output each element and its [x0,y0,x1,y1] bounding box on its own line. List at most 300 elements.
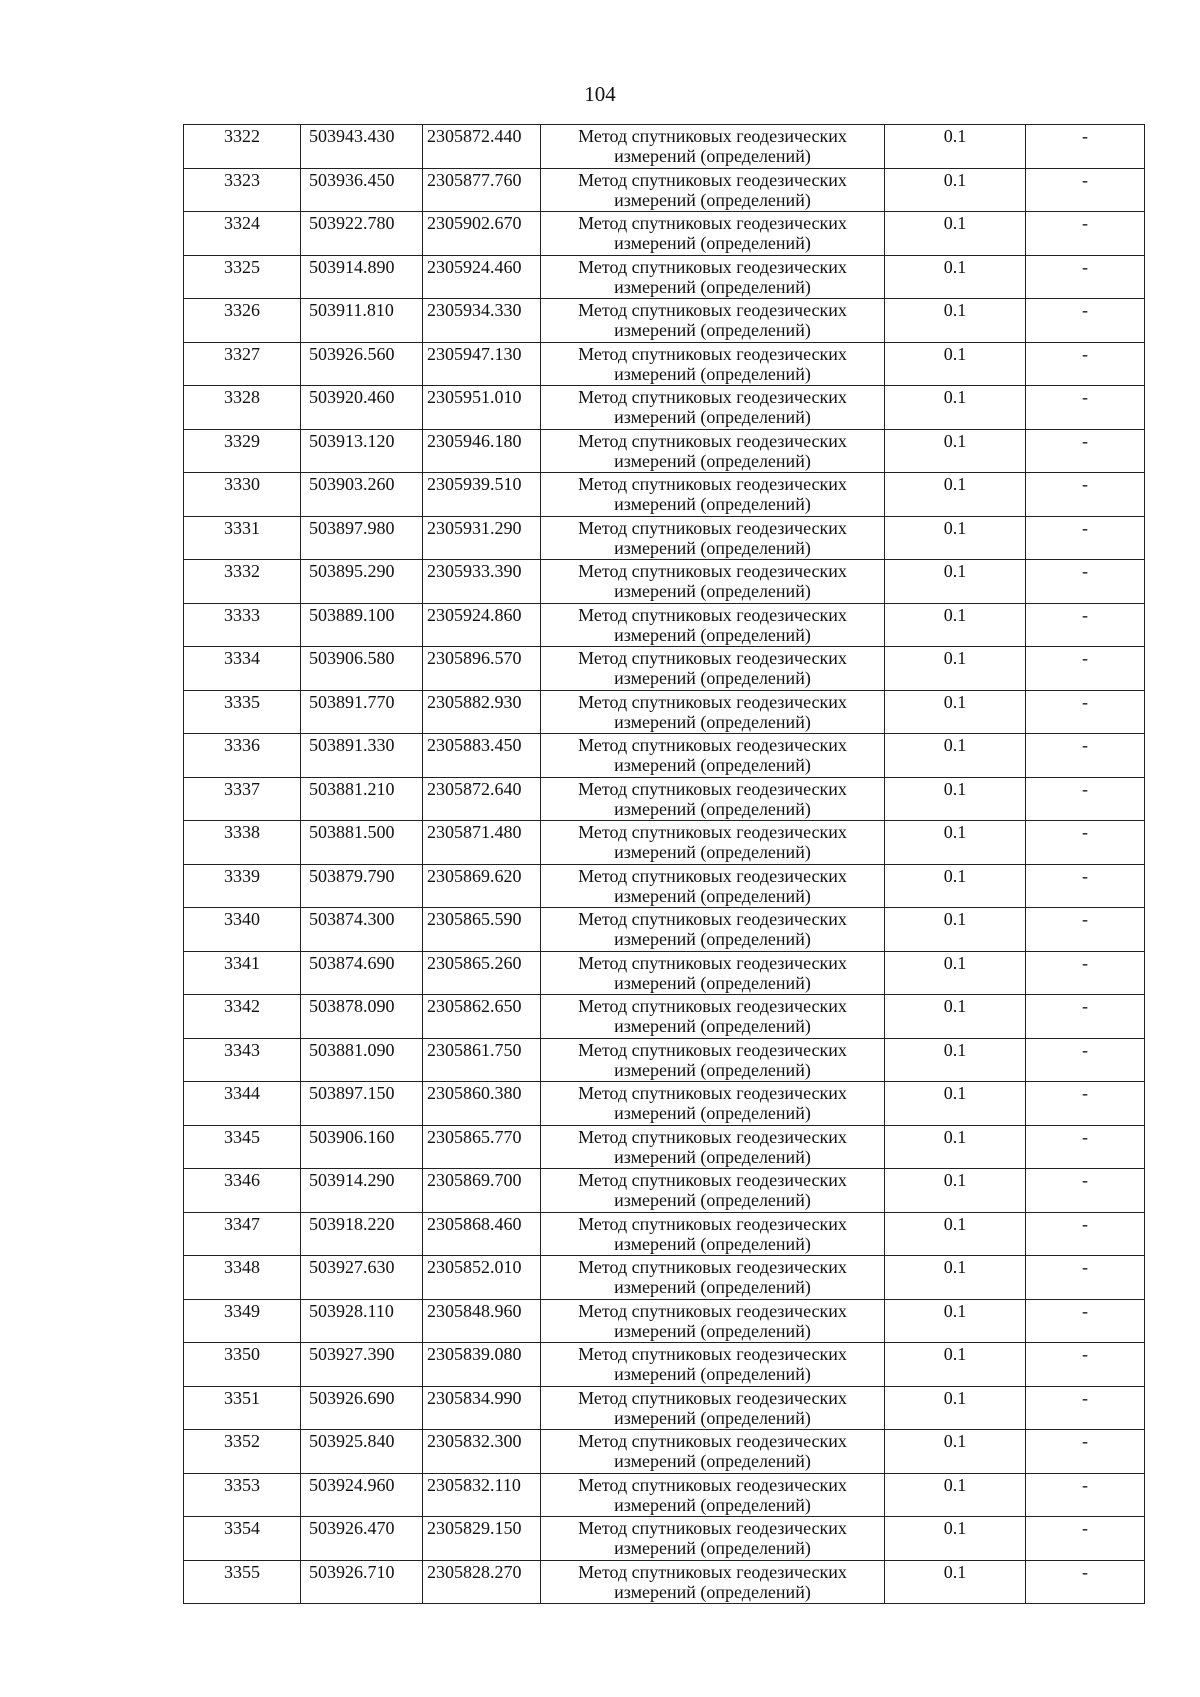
method-line-2: измерений (определений) [614,407,811,427]
method-cell [541,342,885,386]
note-cell: - [1026,864,1145,908]
method-line-1: Метод спутниковых геодезических [578,865,847,886]
accuracy-cell: 0.1 [885,386,1026,430]
accuracy-cell: 0.1 [885,1125,1026,1169]
method-cell [541,1082,885,1126]
method-line-2: измерений (определений) [614,1451,811,1471]
method-line-1: Метод спутниковых геодезических [578,778,847,799]
y-coordinate-cell: 2305861.750 [423,1038,541,1082]
note-cell: - [1026,1473,1145,1517]
y-coordinate-cell: 2305865.770 [423,1125,541,1169]
x-coordinate-cell: 503881.210 [301,777,423,821]
method-cell [541,1473,885,1517]
accuracy-cell: 0.1 [885,734,1026,778]
accuracy-cell: 0.1 [885,995,1026,1039]
table-row [184,1082,1145,1126]
method-cell [541,1125,885,1169]
method-line-1: Метод спутниковых геодезических [578,1213,847,1234]
x-coordinate-cell: 503881.090 [301,1038,423,1082]
accuracy-cell: 0.1 [885,1082,1026,1126]
method-line-1: Метод спутниковых геодезических [578,1474,847,1495]
note-cell: - [1026,1386,1145,1430]
method-cell [541,690,885,734]
method-line-2: измерений (определений) [614,1016,811,1036]
point-number-cell: 3350 [184,1343,301,1387]
method-line-1: Метод спутниковых геодезических [578,952,847,973]
y-coordinate-cell: 2305931.290 [423,516,541,560]
point-number-cell: 3330 [184,473,301,517]
method-line-2: измерений (определений) [614,363,811,384]
table-row [184,1386,1145,1430]
x-coordinate-cell: 503927.390 [301,1343,423,1387]
note-cell: - [1026,951,1145,995]
method-line-1: Метод спутниковых геодезических [578,691,847,712]
x-coordinate-cell: 503918.220 [301,1212,423,1256]
method-cell [541,299,885,343]
method-line-1: Метод спутниковых геодезических [578,996,847,1016]
method-line-2: измерений (определений) [614,581,811,601]
x-coordinate-cell: 503913.120 [301,429,423,473]
x-coordinate-cell: 503943.430 [301,125,423,169]
method-cell [541,864,885,908]
note-cell: - [1026,603,1145,647]
table-row [184,1038,1145,1082]
method-line-1: Метод спутниковых геодезических [578,213,847,233]
method-line-2: измерений (определений) [614,146,811,166]
x-coordinate-cell: 503926.470 [301,1517,423,1561]
y-coordinate-cell: 2305882.930 [423,690,541,734]
point-number-cell: 3335 [184,690,301,734]
method-line-2: измерений (определений) [614,1146,811,1167]
table-row [184,864,1145,908]
point-number-cell: 3342 [184,995,301,1039]
y-coordinate-cell: 2305934.330 [423,299,541,343]
method-cell [541,908,885,952]
table-row [184,603,1145,647]
y-coordinate-cell: 2305896.570 [423,647,541,691]
point-number-cell: 3329 [184,429,301,473]
table-row [184,342,1145,386]
point-number-cell: 3338 [184,821,301,865]
x-coordinate-cell: 503926.710 [301,1560,423,1604]
note-cell: - [1026,1299,1145,1343]
method-line-1: Метод спутниковых геодезических [578,1300,847,1321]
accuracy-cell: 0.1 [885,560,1026,604]
x-coordinate-cell: 503922.780 [301,212,423,256]
x-coordinate-cell: 503891.330 [301,734,423,778]
method-line-2: измерений (определений) [614,1538,811,1558]
table-row [184,1169,1145,1213]
method-line-1: Метод спутниковых геодезических [578,300,847,320]
method-cell [541,1343,885,1387]
accuracy-cell: 0.1 [885,647,1026,691]
table-row [184,908,1145,952]
accuracy-cell: 0.1 [885,690,1026,734]
method-line-2: измерений (определений) [614,1407,811,1428]
method-cell [541,1386,885,1430]
note-cell: - [1026,1343,1145,1387]
table-row [184,1343,1145,1387]
y-coordinate-cell: 2305946.180 [423,429,541,473]
accuracy-cell: 0.1 [885,342,1026,386]
x-coordinate-cell: 503879.790 [301,864,423,908]
y-coordinate-cell: 2305883.450 [423,734,541,778]
point-number-cell: 3343 [184,1038,301,1082]
y-coordinate-cell: 2305865.590 [423,908,541,952]
note-cell: - [1026,429,1145,473]
note-cell: - [1026,1169,1145,1213]
method-cell [541,603,885,647]
y-coordinate-cell: 2305924.860 [423,603,541,647]
method-line-2: измерений (определений) [614,1233,811,1254]
y-coordinate-cell: 2305834.990 [423,1386,541,1430]
y-coordinate-cell: 2305872.440 [423,125,541,169]
point-number-cell: 3340 [184,908,301,952]
x-coordinate-cell: 503903.260 [301,473,423,517]
x-coordinate-cell: 503906.160 [301,1125,423,1169]
method-cell [541,995,885,1039]
method-line-2: измерений (определений) [614,276,811,297]
method-line-1: Метод спутниковых геодезических [578,561,847,581]
note-cell: - [1026,734,1145,778]
x-coordinate-cell: 503906.580 [301,647,423,691]
accuracy-cell: 0.1 [885,1299,1026,1343]
note-cell: - [1026,473,1145,517]
method-line-2: измерений (определений) [614,1494,811,1515]
accuracy-cell: 0.1 [885,603,1026,647]
table-row [184,1473,1145,1517]
x-coordinate-cell: 503874.300 [301,908,423,952]
point-number-cell: 3345 [184,1125,301,1169]
note-cell: - [1026,690,1145,734]
method-line-2: измерений (определений) [614,755,811,775]
method-line-2: измерений (определений) [614,1320,811,1341]
accuracy-cell: 0.1 [885,1169,1026,1213]
note-cell: - [1026,1560,1145,1604]
point-number-cell: 3333 [184,603,301,647]
point-number-cell: 3355 [184,1560,301,1604]
y-coordinate-cell: 2305865.260 [423,951,541,995]
point-number-cell: 3351 [184,1386,301,1430]
y-coordinate-cell: 2305848.960 [423,1299,541,1343]
table-row [184,299,1145,343]
method-line-2: измерений (определений) [614,1364,811,1384]
method-line-1: Метод спутниковых геодезических [578,1518,847,1538]
table-row [184,560,1145,604]
method-line-2: измерений (определений) [614,494,811,514]
table-row [184,1256,1145,1300]
method-line-2: измерений (определений) [614,885,811,906]
x-coordinate-cell: 503891.770 [301,690,423,734]
x-coordinate-cell: 503927.630 [301,1256,423,1300]
point-number-cell: 3326 [184,299,301,343]
method-line-2: измерений (определений) [614,1581,811,1602]
method-line-1: Метод спутниковых геодезических [578,343,847,364]
table-row [184,125,1145,169]
method-line-1: Метод спутниковых геодезических [578,1387,847,1408]
method-cell [541,1169,885,1213]
point-number-cell: 3336 [184,734,301,778]
x-coordinate-cell: 503925.840 [301,1430,423,1474]
table-row [184,255,1145,299]
point-number-cell: 3322 [184,125,301,169]
point-number-cell: 3354 [184,1517,301,1561]
method-line-2: измерений (определений) [614,233,811,253]
y-coordinate-cell: 2305832.300 [423,1430,541,1474]
note-cell: - [1026,995,1145,1039]
point-number-cell: 3353 [184,1473,301,1517]
method-line-2: измерений (определений) [614,798,811,819]
method-line-1: Метод спутниковых геодезических [578,1083,847,1103]
method-line-1: Метод спутниковых геодезических [578,822,847,842]
method-line-2: измерений (определений) [614,320,811,340]
note-cell: - [1026,125,1145,169]
note-cell: - [1026,1038,1145,1082]
x-coordinate-cell: 503926.690 [301,1386,423,1430]
point-number-cell: 3332 [184,560,301,604]
note-cell: - [1026,255,1145,299]
x-coordinate-cell: 503914.290 [301,1169,423,1213]
method-line-1: Метод спутниковых геодезических [578,1431,847,1451]
method-line-1: Метод спутниковых геодезических [578,126,847,146]
accuracy-cell: 0.1 [885,1212,1026,1256]
method-line-2: измерений (определений) [614,972,811,993]
table-row [184,821,1145,865]
method-cell [541,1430,885,1474]
method-line-2: измерений (определений) [614,624,811,645]
x-coordinate-cell: 503928.110 [301,1299,423,1343]
method-cell [541,1517,885,1561]
note-cell: - [1026,777,1145,821]
method-line-1: Метод спутниковых геодезических [578,474,847,494]
point-number-cell: 3348 [184,1256,301,1300]
table-row [184,212,1145,256]
method-line-1: Метод спутниковых геодезических [578,256,847,277]
accuracy-cell: 0.1 [885,1343,1026,1387]
method-line-2: измерений (определений) [614,711,811,732]
note-cell: - [1026,821,1145,865]
method-cell [541,647,885,691]
page-number: 104 [584,82,616,106]
y-coordinate-cell: 2305871.480 [423,821,541,865]
y-coordinate-cell: 2305852.010 [423,1256,541,1300]
accuracy-cell: 0.1 [885,516,1026,560]
coordinates-table [183,124,1145,1604]
accuracy-cell: 0.1 [885,864,1026,908]
method-line-2: измерений (определений) [614,929,811,949]
method-cell [541,560,885,604]
accuracy-cell: 0.1 [885,255,1026,299]
method-line-1: Метод спутниковых геодезических [578,1170,847,1190]
y-coordinate-cell: 2305902.670 [423,212,541,256]
method-cell [541,821,885,865]
point-number-cell: 3344 [184,1082,301,1126]
point-number-cell: 3324 [184,212,301,256]
note-cell: - [1026,908,1145,952]
x-coordinate-cell: 503926.560 [301,342,423,386]
accuracy-cell: 0.1 [885,821,1026,865]
note-cell: - [1026,1256,1145,1300]
note-cell: - [1026,1517,1145,1561]
method-cell [541,1038,885,1082]
point-number-cell: 3347 [184,1212,301,1256]
note-cell: - [1026,168,1145,212]
y-coordinate-cell: 2305951.010 [423,386,541,430]
point-number-cell: 3352 [184,1430,301,1474]
table-row [184,1430,1145,1474]
method-cell [541,1299,885,1343]
table-row [184,473,1145,517]
method-cell [541,516,885,560]
method-cell [541,1560,885,1604]
method-cell [541,1212,885,1256]
point-number-cell: 3323 [184,168,301,212]
accuracy-cell: 0.1 [885,168,1026,212]
table-row [184,1560,1145,1604]
method-line-1: Метод спутниковых геодезических [578,430,847,451]
x-coordinate-cell: 503895.290 [301,560,423,604]
point-number-cell: 3325 [184,255,301,299]
y-coordinate-cell: 2305828.270 [423,1560,541,1604]
method-line-2: измерений (определений) [614,189,811,210]
method-line-2: измерений (определений) [614,1059,811,1080]
method-cell [541,429,885,473]
accuracy-cell: 0.1 [885,212,1026,256]
method-line-1: Метод спутниковых геодезических [578,387,847,407]
method-line-2: измерений (определений) [614,668,811,688]
x-coordinate-cell: 503897.150 [301,1082,423,1126]
table-row [184,1517,1145,1561]
point-number-cell: 3341 [184,951,301,995]
accuracy-cell: 0.1 [885,473,1026,517]
x-coordinate-cell: 503914.890 [301,255,423,299]
method-line-1: Метод спутниковых геодезических [578,735,847,755]
y-coordinate-cell: 2305869.620 [423,864,541,908]
point-number-cell: 3328 [184,386,301,430]
y-coordinate-cell: 2305939.510 [423,473,541,517]
table-row [184,951,1145,995]
point-number-cell: 3339 [184,864,301,908]
method-line-1: Метод спутниковых геодезических [578,604,847,625]
point-number-cell: 3331 [184,516,301,560]
method-line-1: Метод спутниковых геодезических [578,648,847,668]
method-line-1: Метод спутниковых геодезических [578,1344,847,1364]
x-coordinate-cell: 503920.460 [301,386,423,430]
accuracy-cell: 0.1 [885,1038,1026,1082]
y-coordinate-cell: 2305877.760 [423,168,541,212]
table-row [184,777,1145,821]
method-line-1: Метод спутниковых геодезических [578,169,847,190]
y-coordinate-cell: 2305869.700 [423,1169,541,1213]
method-cell [541,777,885,821]
table-row [184,386,1145,430]
method-line-2: измерений (определений) [614,1190,811,1210]
accuracy-cell: 0.1 [885,1560,1026,1604]
accuracy-cell: 0.1 [885,1256,1026,1300]
note-cell: - [1026,1212,1145,1256]
table-row [184,647,1145,691]
x-coordinate-cell: 503936.450 [301,168,423,212]
y-coordinate-cell: 2305839.080 [423,1343,541,1387]
table-row [184,1212,1145,1256]
method-cell [541,255,885,299]
note-cell: - [1026,1430,1145,1474]
accuracy-cell: 0.1 [885,1430,1026,1474]
note-cell: - [1026,342,1145,386]
table-row [184,168,1145,212]
x-coordinate-cell: 503897.980 [301,516,423,560]
note-cell: - [1026,1125,1145,1169]
note-cell: - [1026,516,1145,560]
table-row [184,1299,1145,1343]
method-line-1: Метод спутниковых геодезических [578,1561,847,1582]
y-coordinate-cell: 2305872.640 [423,777,541,821]
table-row [184,734,1145,778]
y-coordinate-cell: 2305924.460 [423,255,541,299]
point-number-cell: 3349 [184,1299,301,1343]
accuracy-cell: 0.1 [885,1473,1026,1517]
accuracy-cell: 0.1 [885,908,1026,952]
accuracy-cell: 0.1 [885,1386,1026,1430]
table-row [184,516,1145,560]
accuracy-cell: 0.1 [885,125,1026,169]
y-coordinate-cell: 2305860.380 [423,1082,541,1126]
note-cell: - [1026,212,1145,256]
y-coordinate-cell: 2305868.460 [423,1212,541,1256]
note-cell: - [1026,647,1145,691]
method-line-2: измерений (определений) [614,537,811,558]
method-cell [541,386,885,430]
method-line-1: Метод спутниковых геодезических [578,517,847,538]
method-cell [541,1256,885,1300]
method-line-1: Метод спутниковых геодезических [578,909,847,929]
method-cell [541,951,885,995]
method-cell [541,473,885,517]
y-coordinate-cell: 2305832.110 [423,1473,541,1517]
coordinates-table-body [184,125,1145,1604]
x-coordinate-cell: 503881.500 [301,821,423,865]
method-line-1: Метод спутниковых геодезических [578,1257,847,1277]
method-line-2: измерений (определений) [614,450,811,471]
x-coordinate-cell: 503924.960 [301,1473,423,1517]
point-number-cell: 3337 [184,777,301,821]
note-cell: - [1026,299,1145,343]
x-coordinate-cell: 503874.690 [301,951,423,995]
accuracy-cell: 0.1 [885,429,1026,473]
table-row [184,1125,1145,1169]
method-line-2: измерений (определений) [614,1277,811,1297]
table-row [184,995,1145,1039]
y-coordinate-cell: 2305862.650 [423,995,541,1039]
note-cell: - [1026,386,1145,430]
accuracy-cell: 0.1 [885,777,1026,821]
accuracy-cell: 0.1 [885,1517,1026,1561]
note-cell: - [1026,560,1145,604]
method-line-1: Метод спутниковых геодезических [578,1126,847,1147]
method-line-2: измерений (определений) [614,1103,811,1123]
point-number-cell: 3346 [184,1169,301,1213]
note-cell: - [1026,1082,1145,1126]
method-cell [541,125,885,169]
method-line-1: Метод спутниковых геодезических [578,1039,847,1060]
point-number-cell: 3327 [184,342,301,386]
accuracy-cell: 0.1 [885,951,1026,995]
point-number-cell: 3334 [184,647,301,691]
accuracy-cell: 0.1 [885,299,1026,343]
y-coordinate-cell: 2305829.150 [423,1517,541,1561]
y-coordinate-cell: 2305933.390 [423,560,541,604]
x-coordinate-cell: 503911.810 [301,299,423,343]
